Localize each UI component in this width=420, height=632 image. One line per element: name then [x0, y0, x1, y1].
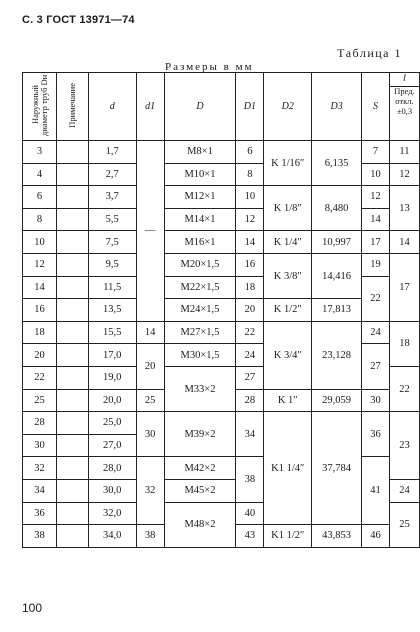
- col-outer-diameter: Наружный диаметр труб Dн: [23, 73, 57, 141]
- col-l-tolerance: Пред. откл. ±0,3: [394, 86, 415, 116]
- table-row: 34 30,0 M45×2 24: [23, 479, 420, 502]
- col-note: Примечание: [56, 73, 88, 141]
- table-row: 16 13,5 M24×1,5 20 K 1/2″ 17,813: [23, 299, 420, 322]
- table-title: Таблица 1: [337, 46, 402, 60]
- table-row: 36 32,0 M48×2 40 25: [23, 502, 420, 525]
- table-row: 18 15,5 14 M27×1,5 22 K 3/4″ 23,128 24 18: [23, 321, 420, 344]
- table-row: 25 20,0 25 28 K 1″ 29,059 30: [23, 389, 420, 412]
- table-row: 20 17,0 20 M30×1,5 24 27: [23, 344, 420, 367]
- table-row: 22 19,0 M33×2 27 22: [23, 366, 420, 389]
- table-row: 10 7,5 M16×1 14 K 1/4″ 10,997 17 14: [23, 231, 420, 254]
- table-body: [23, 141, 420, 548]
- dimensions-table: [22, 72, 420, 548]
- table-row: 8 5,5 M14×1 12 14: [23, 208, 420, 231]
- units-caption: Размеры в мм: [165, 61, 254, 73]
- table-row: 3 1,7 — M8×1 6 K 1/16″ 6,135 7 11: [23, 141, 420, 164]
- table-row: 38 34,0 38 43 K1 1/2″ 43,853 46: [23, 525, 420, 548]
- table-row: 28 25,0 30 M39×2 34 K1 1/4″ 37,784 36 23: [23, 412, 420, 435]
- table-row: 14 11,5 M22×1,5 18 22: [23, 276, 420, 299]
- table-row: 12 9,5 M20×1,5 16 K 3/8″ 14,416 19 17: [23, 253, 420, 276]
- table-row: 6 3,7 M12×1 10 K 1/8″ 8,480 12 13: [23, 186, 420, 209]
- col-S: S: [362, 73, 390, 141]
- col-d1: d1: [136, 73, 164, 141]
- table-row: 30 27,0: [23, 434, 420, 457]
- page-number: 100: [22, 601, 43, 615]
- col-D2: D2: [264, 73, 312, 141]
- col-l: [389, 73, 419, 141]
- col-l-label: l: [389, 73, 420, 87]
- col-D1: D1: [236, 73, 264, 141]
- page-header: С. 3 ГОСТ 13971—74: [22, 14, 135, 26]
- col-D: D: [164, 73, 236, 141]
- table-row: 32 28,0 32 M42×2 38 41: [23, 457, 420, 480]
- col-D3: D3: [312, 73, 362, 141]
- col-d: d: [88, 73, 136, 141]
- table-row: 4 2,7 M10×1 8 10 12: [23, 163, 420, 186]
